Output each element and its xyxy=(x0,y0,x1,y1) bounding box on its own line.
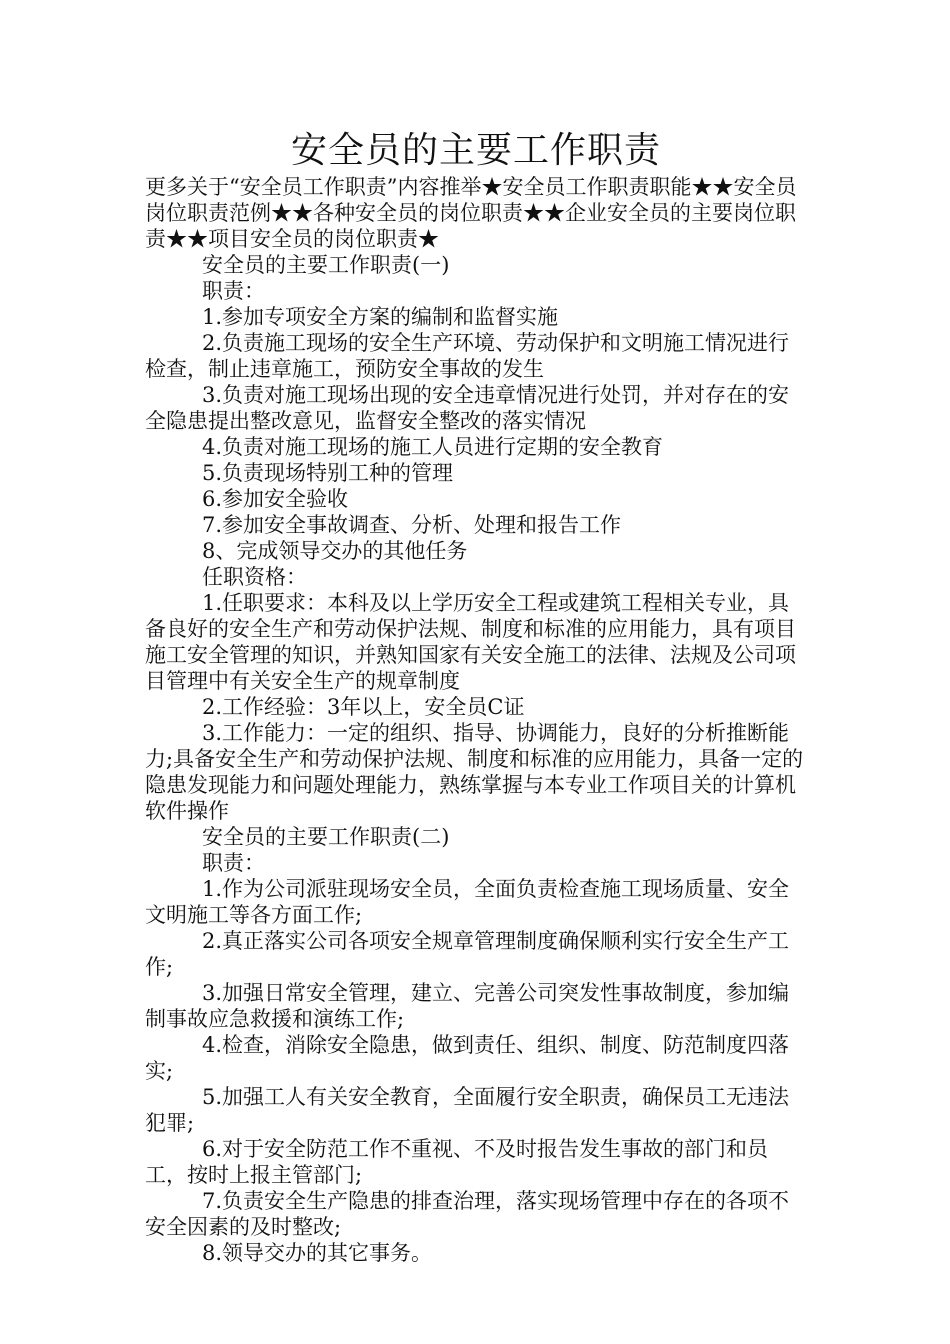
list-item: 2.工作经验：3年以上，安全员C证 xyxy=(202,695,525,719)
subheading: 任职资格： xyxy=(202,565,307,589)
list-item: 5.负责现场特别工种的管理 xyxy=(202,461,454,485)
list-item: 1.任职要求：本科及以上学历安全工程或建筑工程相关专业，具备良好的安全生产和劳动保护法规、制度和标准的应用能力，具有项目施工安全管理的知识，并熟知国家有关安全施工的法律、法规及公司项目管理中有关安全生产的规章制度 xyxy=(145,591,796,693)
list-item: 1.参加专项安全方案的编制和监督实施 xyxy=(202,305,559,329)
list-item: 3.负责对施工现场出现的安全违章情况进行处罚，并对存在的安全隐患提出整改意见，监督安全整改的落实情况 xyxy=(145,383,790,433)
section-heading: 安全员的主要工作职责(二) xyxy=(202,825,450,849)
list-item: 3.工作能力：一定的组织、指导、协调能力，良好的分析推断能力;具备安全生产和劳动保护法规、制度和标准的应用能力，具备一定的隐患发现能力和问题处理能力，熟练掌握与本专业工作项目关的计算机软件操作 xyxy=(145,721,804,823)
section-heading: 安全员的主要工作职责(一) xyxy=(202,253,450,277)
list-item: 8、完成领导交办的其他任务 xyxy=(202,539,468,563)
intro-paragraph: 更多关于“安全员工作职责”内容推举★安全员工作职责职能★★安全员岗位职责范例★★各种安全员的岗位职责★★企业安全员的主要岗位职责★★项目安全员的岗位职责★ xyxy=(145,175,797,251)
document-body xyxy=(145,252,807,1266)
subheading: 职责： xyxy=(202,279,265,303)
subheading: 职责： xyxy=(202,851,265,875)
list-item: 8.领导交办的其它事务。 xyxy=(202,1241,433,1265)
document-page xyxy=(145,128,807,1266)
list-item: 3.加强日常安全管理，建立、完善公司突发性事故制度，参加编制事故应急救援和演练工作; xyxy=(145,981,790,1031)
list-item: 5.加强工人有关安全教育，全面履行安全职责，确保员工无违法犯罪; xyxy=(145,1085,790,1135)
list-item: 4.负责对施工现场的施工人员进行定期的安全教育 xyxy=(202,435,664,459)
list-item: 7.负责安全生产隐患的排查治理，落实现场管理中存在的各项不安全因素的及时整改; xyxy=(145,1189,790,1239)
list-item: 7.参加安全事故调查、分析、处理和报告工作 xyxy=(202,513,622,537)
list-item: 6.对于安全防范工作不重视、不及时报告发生事故的部门和员工，按时上报主管部门; xyxy=(145,1137,769,1187)
list-item: 4.检查，消除安全隐患，做到责任、组织、制度、防范制度四落实; xyxy=(145,1033,790,1083)
list-item: 1.作为公司派驻现场安全员，全面负责检查施工现场质量、安全文明施工等各方面工作; xyxy=(145,877,790,927)
list-item: 2.负责施工现场的安全生产环境、劳动保护和文明施工情况进行检查，制止违章施工，预防安全事故的发生 xyxy=(145,331,790,381)
list-item: 6.参加安全验收 xyxy=(202,487,349,511)
document-title: 安全员的主要工作职责 xyxy=(290,130,661,171)
list-item: 2.真正落实公司各项安全规章管理制度确保顺利实行安全生产工作; xyxy=(145,929,790,979)
